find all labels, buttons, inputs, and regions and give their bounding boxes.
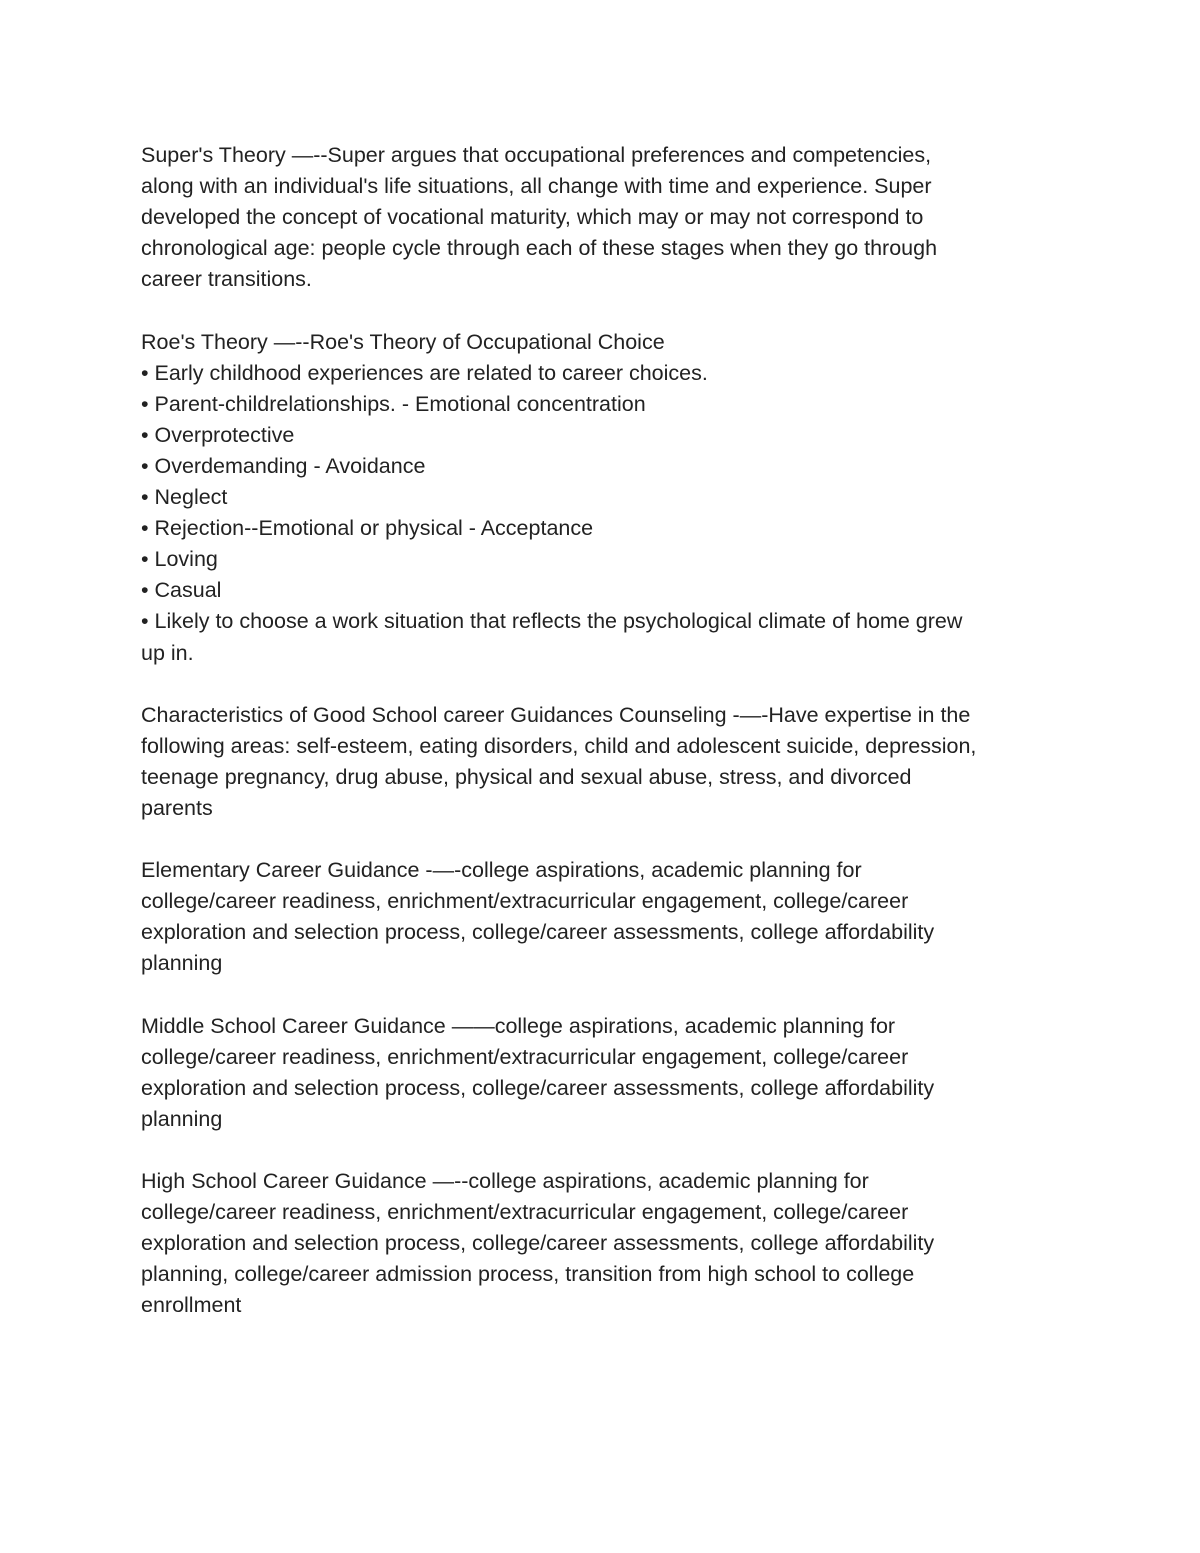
roes-theory-heading: Roe's Theory —--Roe's Theory of Occupational Choice (141, 329, 665, 354)
paragraph-line: Super's Theory —--Super argues that occupational preferences and competencies, (141, 143, 932, 167)
bullet-item: • Parent-childrelationships. - Emotional concentration (141, 391, 646, 416)
paragraph-line: enrollment (141, 1293, 242, 1318)
paragraph-line: teenage pregnancy, drug abuse, physical and sexual abuse, stress, and divorced (141, 764, 912, 789)
paragraph-line: exploration and selection process, college/career assessments, college affordability (141, 920, 935, 945)
paragraph-line: college/career readiness, enrichment/extracurricular engagement, college/career (141, 889, 909, 914)
good-school-counseling-paragraph (141, 700, 1066, 824)
paragraph-line: exploration and selection process, college/career assessments, college affordability (141, 1075, 935, 1100)
paragraph-line: along with an individual's life situations, all change with time and experience. Super (141, 174, 932, 199)
paragraph-line: Middle School Career Guidance ——college aspirations, academic planning for (141, 1013, 896, 1038)
bullet-item: • Loving (141, 547, 218, 572)
elementary-guidance-paragraph (141, 855, 1066, 979)
paragraph-line: college/career readiness, enrichment/extracurricular engagement, college/career (141, 1044, 909, 1069)
bullet-item: • Casual (141, 578, 222, 603)
paragraph-line: chronological age: people cycle through each of these stages when they go through (141, 236, 938, 261)
paragraph-line: parents (141, 795, 213, 820)
paragraph-line: college/career readiness, enrichment/extracurricular engagement, college/career (141, 1200, 909, 1225)
paragraph-line: following areas: self-esteem, eating disorders, child and adolescent suicide, depression, (141, 733, 977, 758)
bullet-item: • Overprotective (141, 422, 295, 447)
paragraph-line: planning (141, 1106, 223, 1131)
paragraph-line: Elementary Career Guidance -—-college aspirations, academic planning for (141, 858, 862, 883)
supers-theory-paragraph (141, 140, 1066, 295)
paragraph-line: planning, college/career admission process, transition from high school to college (141, 1262, 915, 1287)
bullet-item: • Overdemanding - Avoidance (141, 453, 426, 478)
document-body (141, 140, 1066, 1353)
bullet-continuation: up in. (141, 640, 194, 665)
roes-theory-bullet-list (141, 358, 1066, 638)
bullet-item: • Rejection--Emotional or physical - Acceptance (141, 516, 594, 541)
bullet-item: • Likely to choose a work situation that reflects the psychological climate of home grew (141, 609, 963, 634)
paragraph-line: developed the concept of vocational maturity, which may or may not correspond to (141, 205, 924, 230)
paragraph-line: High School Career Guidance —--college aspirations, academic planning for (141, 1169, 869, 1194)
middle-school-guidance-paragraph (141, 1011, 1066, 1135)
paragraph-line: Characteristics of Good School career Guidances Counseling -—-Have expertise in the (141, 702, 971, 727)
paragraph-line: career transitions. (141, 267, 312, 292)
bullet-item: • Neglect (141, 485, 228, 510)
bullet-item: • Early childhood experiences are related to career choices. (141, 360, 708, 385)
paragraph-line: exploration and selection process, college/career assessments, college affordability (141, 1231, 935, 1256)
paragraph-line: planning (141, 951, 223, 976)
high-school-guidance-paragraph (141, 1166, 1066, 1321)
roes-theory-section (141, 327, 1066, 669)
